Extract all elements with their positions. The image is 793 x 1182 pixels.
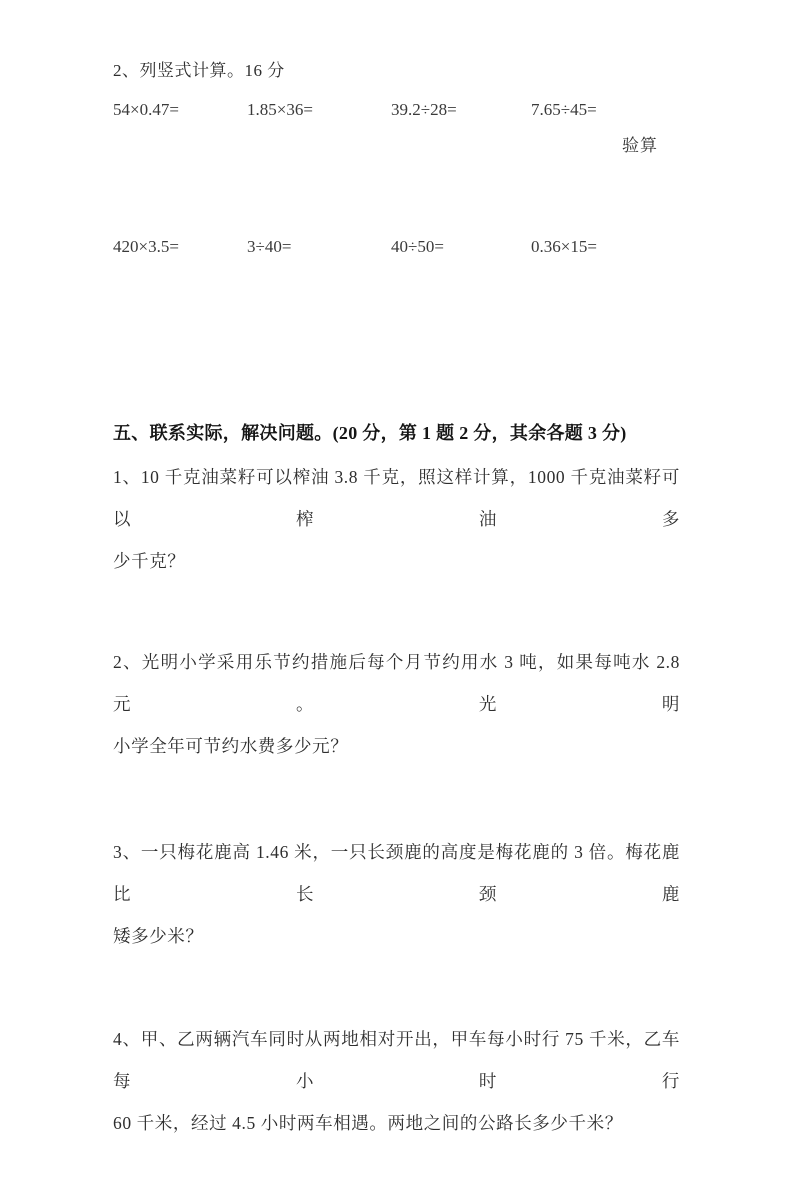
calc-expression: 54×0.47= [113, 100, 179, 119]
calc-expression: 0.36×15= [531, 237, 597, 256]
problem-3 [113, 831, 680, 957]
calc-section [113, 60, 680, 258]
word-problems-section [113, 421, 680, 1144]
word-problems-heading: 五、联系实际，解决问题。(20 分，第 1 题 2 分，其余各题 3 分) [113, 423, 627, 443]
calc-expression: 3÷40= [247, 237, 292, 256]
worksheet-page [0, 60, 793, 1182]
problem-2 [113, 641, 680, 767]
problem-text-line: 3、一只梅花鹿高 1.46 米，一只长颈鹿的高度是梅花鹿的 3 倍。梅花鹿比长颈鹿 [113, 842, 680, 904]
calc-expression: 40÷50= [391, 237, 444, 256]
problem-text-line: 1、10 千克油菜籽可以榨油 3.8 千克，照这样计算，1000 千克油菜籽可以榨油多 [113, 467, 680, 529]
calc-expression: 1.85×36= [247, 100, 313, 119]
problem-text-line: 少千克？ [113, 551, 186, 571]
calc-row-2 [113, 236, 680, 258]
problem-1 [113, 456, 680, 582]
problem-4 [113, 1018, 680, 1144]
problem-text-line: 小学全年可节约水费多少元？ [113, 736, 349, 756]
calc-expression: 420×3.5= [113, 237, 179, 256]
problem-text-line: 60 千米，经过 4.5 小时两车相遇。两地之间的公路长多少千米？ [113, 1113, 623, 1133]
calc-section-heading: 2、列竖式计算。16 分 [113, 61, 285, 80]
problem-text-line: 4、甲、乙两辆汽车同时从两地相对开出，甲车每小时行 75 千米，乙车每小时行 [113, 1029, 680, 1091]
problem-text-line: 矮多少米？ [113, 926, 204, 946]
problem-text-line: 2、光明小学采用乐节约措施后每个月节约用水 3 吨，如果每吨水 2.8 元。光明 [113, 652, 680, 714]
calc-expression: 7.65÷45= [531, 100, 597, 119]
calc-expression: 39.2÷28= [391, 100, 457, 119]
check-label: 验算 [622, 136, 658, 155]
calc-row-1 [113, 99, 680, 121]
